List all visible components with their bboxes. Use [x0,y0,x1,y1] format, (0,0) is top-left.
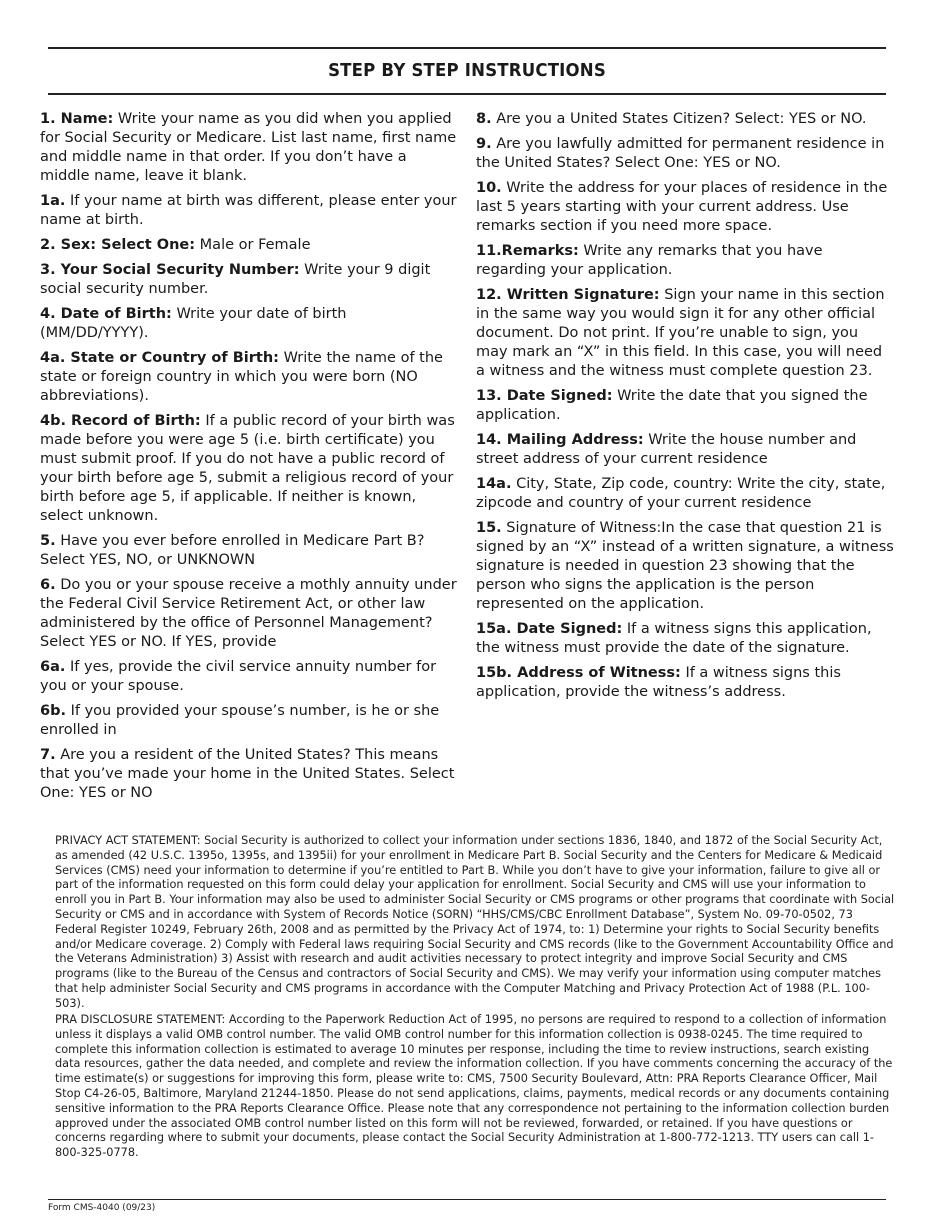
instruction-text: Write the address for your places of residence in the last 5 years starting with your current address. Use remarks section if you need more space. [476,180,888,234]
instruction-text: Write the date that you signed the application. [476,388,868,423]
instruction-label: 14a. [476,476,512,492]
instruction-text: Have you ever before enrolled in Medicare Part B? Select YES, NO, or UNKNOWN [40,533,425,568]
instruction-text: If a witness signs this application, provide the witness’s address. [476,665,841,700]
instruction-label: 6a. [40,659,66,675]
instruction-item [40,576,458,652]
instruction-item [40,305,458,343]
instruction-text: Write the name of the state or foreign country in which you were born (NO abbreviations). [40,350,443,404]
instruction-text: Male or Female [199,237,311,253]
instruction-label: 2. Sex: Select One: [40,237,196,253]
instruction-label: 11.Remarks: [476,243,579,259]
instruction-item [40,261,458,299]
instruction-item [40,236,458,255]
instruction-text: Do you or your spouse receive a mothly annuity under the Federal Civil Service Retirement Act, or other law administered by the office of Personnel Management? Select YES or NO. If YES, provide [40,577,457,650]
instructions-right-column [476,110,894,708]
instruction-label: 9. [476,136,492,152]
instruction-item [40,192,458,230]
pra-disclosure-statement: PRA DISCLOSURE STATEMENT: According to the Paperwork Reduction Act of 1995, no persons are required to respond to a collection of information unless it displays a valid OMB control number. The valid OMB control number for this information collection is 0938-0245. The time required to complete this information collection is estimated to average 10 minutes per response, including the time to review instructions, search existing data resources, gather the data needed, and complete and review the information collection. If you have comments concerning the accuracy of the time estimate(s) or suggestions for improving this form, please write to: CMS, 7500 Security Boulevard, Attn: PRA Reports Clearance Officer, Mail Stop C4-26-05, Baltimore, Maryland 21244-1850. Please do not send applications, claims, payments, medical records or any documents containing sensitive information to the PRA Reports Clearance Office. Please note that any correspondence not pertaining to the information collection burden approved under the associated OMB control number listed on this form will not be reviewed, forwarded, or retained. If you have questions or concerns regarding where to submit your documents, please contact the Social Security Administration at 1-800-772-1213. TTY users can call 1-800-325-0778. [55,1013,893,1160]
instruction-label: 7. [40,747,56,763]
instruction-item [476,242,894,280]
instruction-item [476,620,894,658]
instructions-left-column [40,110,458,809]
footer-rule [48,1199,886,1200]
instruction-item [40,658,458,696]
instruction-item [476,286,894,381]
instruction-label: 8. [476,111,492,127]
instruction-label: 1a. [40,193,66,209]
instruction-text: Write your name as you did when you applied for Social Security or Medicare. List last name, first name and middle name in that order. If you don’t have a middle name, leave it blank. [40,111,457,184]
instruction-text: City, State, Zip code, country: Write the city, state, zipcode and country of your current residence [476,476,886,511]
instruction-item [476,135,894,173]
instruction-label: 4a. State or Country of Birth: [40,350,279,366]
instruction-label: 4. Date of Birth: [40,306,172,322]
instruction-text: If your name at birth was different, please enter your name at birth. [40,193,457,228]
instruction-label: 15. [476,520,502,536]
instruction-label: 10. [476,180,502,196]
instruction-item [40,702,458,740]
instruction-item [476,179,894,236]
page-title: STEP BY STEP INSTRUCTIONS [328,60,606,81]
instruction-text: If yes, provide the civil service annuity number for you or your spouse. [40,659,437,694]
instruction-item [40,532,458,570]
instruction-item [40,110,458,186]
instruction-label: 3. Your Social Security Number: [40,262,300,278]
instruction-label: 14. Mailing Address: [476,432,644,448]
instruction-text: Are you a United States Citizen? Select: YES or NO. [496,111,867,127]
instruction-text: If a witness signs this application, the witness must provide the date of the signature. [476,621,872,656]
title-rule [48,93,886,95]
instruction-text: Write any remarks that you have regarding your application. [476,243,823,278]
instruction-item [40,349,458,406]
instruction-item [476,664,894,702]
instruction-label: 6. [40,577,56,593]
instruction-item [40,412,458,526]
instruction-text: Write your date of birth (MM/DD/YYYY). [40,306,347,341]
instruction-text: Write your 9 digit social security number. [40,262,431,297]
instruction-item [476,519,894,614]
instruction-text: If you provided your spouse’s number, is he or she enrolled in [40,703,440,738]
instruction-text: Write the house number and street address of your current residence [476,432,857,467]
instruction-item [476,475,894,513]
instruction-text: Are you lawfully admitted for permanent residence in the United States? Select One: YES or NO. [476,136,885,171]
instruction-label: 15a. Date Signed: [476,621,623,637]
instruction-item [476,387,894,425]
instruction-text: Are you a resident of the United States? This means that you’ve made your home in the United States. Select One: YES or NO [40,747,455,801]
instruction-label: 4b. Record of Birth: [40,413,201,429]
instruction-label: 15b. Address of Witness: [476,665,681,681]
instruction-text: Sign your name in this section in the same way you would sign it for any other official document. Do not print. If you’re unable to sign, you may mark an “X” in this field. In this case, you will need a witness and the witness must complete question 23. [476,287,885,379]
instruction-label: 13. Date Signed: [476,388,613,404]
instruction-item [476,431,894,469]
instruction-item [40,746,458,803]
form-number: Form CMS-4040 (09/23) [48,1203,156,1213]
instruction-text: If a public record of your birth was made before you were age 5 (i.e. birth certificate) you must submit proof. If you do not have a public record of your birth before age 5, submit a religious record of your birth before age 5, if applicable. If neither is known, select unknown. [40,413,455,524]
instruction-text: Signature of Witness:In the case that question 21 is signed by an “X” instead of a written signature, a witness signature is needed in question 23 showing that the person who signs the application is the person represented on the application. [476,520,894,612]
instruction-label: 5. [40,533,56,549]
instruction-label: 6b. [40,703,66,719]
top-rule [48,47,886,49]
instruction-label: 12. Written Signature: [476,287,660,303]
instruction-label: 1. Name: [40,111,114,127]
privacy-act-statement: PRIVACY ACT STATEMENT: Social Security is authorized to collect your information under sections 1836, 1840, and 1872 of the Social Security Act, as amended (42 U.S.C. 1395o, 1395s, and 1395ii) for your enrollment in Medicare Part B. Social Security and the Centers for Medicare & Medicaid Services (CMS) need your information to determine if you’re entitled to Part B. While you don’t have to give your information, failure to give all or part of the information requested on this form could delay your application for enrollment. Social Security and CMS will use your information to enroll you in Part B. Your information may also be used to administer Social Security or CMS programs or other programs that coordinate with Social Security or CMS and in accordance with System of Records Notice (SORN) “HHS/CMS/CBC Enrollment Database”, System No. 09-70-0502, 73 Federal Register 10249, February 26th, 2008 and as permitted by the Privacy Act of 1974, to: 1) Determine your rights to Social Security benefits and/or Medicare coverage. 2) Comply with Federal laws requiring Social Security and CMS records (like to the Government Accountability Office and the Veterans Administration) 3) Assist with research and audit activities necessary to protect integrity and improve Social Security and CMS programs (like to the Bureau of the Census and contractors of Social Security and CMS). We may verify your information using computer matches that help administer Social Security and CMS programs in accordance with the Computer Matching and Privacy Protection Act of 1988 (P.L. 100-503). [55,834,895,1010]
instruction-item [476,110,894,129]
